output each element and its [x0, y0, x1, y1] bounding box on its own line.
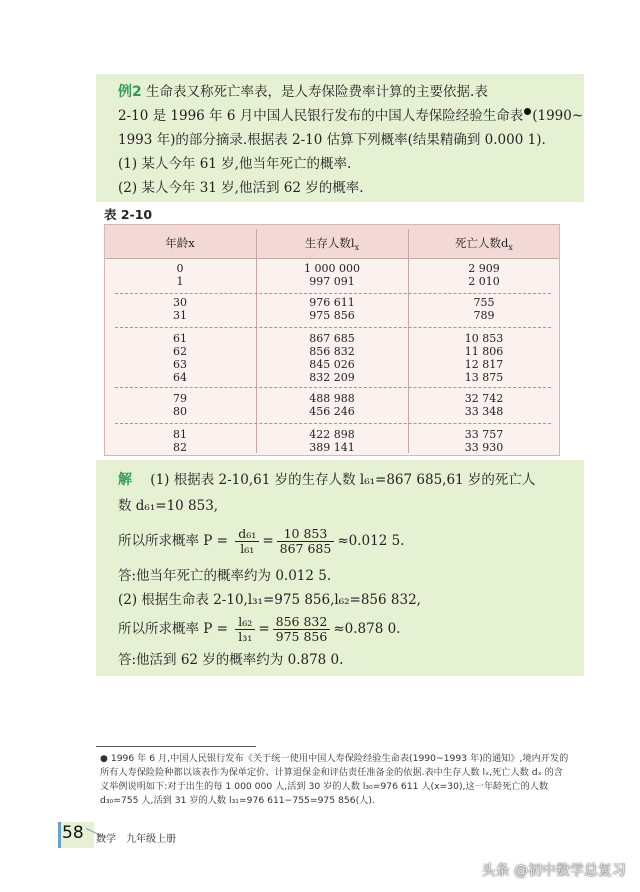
- table-cell-age: 80: [173, 405, 187, 418]
- footnote-rule: [96, 746, 256, 747]
- table-cell-deaths: 2 909: [468, 262, 500, 275]
- table-cell-survivors: 976 611: [309, 296, 355, 309]
- group-divider: [115, 387, 551, 388]
- example-label: 例2: [118, 84, 142, 100]
- table-cell-survivors: 845 026: [309, 358, 355, 371]
- table-cell-survivors: 456 246: [309, 405, 355, 418]
- table-row-group: [105, 263, 559, 291]
- table-cell-survivors: 832 209: [309, 371, 355, 384]
- table-row-group: [105, 393, 559, 421]
- group-divider: [115, 423, 551, 424]
- table-cell-deaths: 755: [473, 296, 495, 309]
- fraction-denominator: 867 685: [279, 541, 332, 556]
- formula-result: ≈0.012 5.: [337, 533, 405, 549]
- running-title: 数学 九年级上册: [96, 834, 176, 845]
- table-cell-survivors: 488 988: [309, 392, 355, 405]
- table-cell-deaths: 13 875: [464, 371, 504, 384]
- watermark: 头条 @初中数学总复习: [481, 863, 626, 879]
- example-text-1: 生命表又称死亡率表，是人寿保险费率计算的主要依据.表: [146, 84, 488, 100]
- fraction-numerator: 856 832: [273, 615, 331, 630]
- group-divider: [115, 293, 551, 294]
- footnote: [100, 752, 570, 808]
- footnote-mark: ●: [100, 754, 108, 764]
- footnote-text: 1996 年 6 月,中国人民银行发布《关于统一使用中国人寿保险经验生命表(1990~1993 年)的通知》,境内开发的所有人寿保险险种都以该表作为保单定价、计算退保金和评估责任准备金的依据.表中生存人数 lₓ,死亡人数 dₓ 的含义举例说明如下:对于出生的每 1 000 000 人,活到 30 岁的人数 l₃₀=976 611 人(x=30),这一年龄死亡的人数 d₃₀=755 人,活到 31 岁的人数 l₃₁=976 611−755=975 856(人).: [100, 753, 569, 806]
- table-row-group: [105, 333, 559, 387]
- example-text-2b: (1990~: [532, 108, 584, 124]
- page-number: 58: [62, 823, 84, 843]
- fraction: [277, 527, 335, 556]
- question-1: [118, 154, 351, 174]
- table-cell-deaths: 33 757: [464, 428, 504, 441]
- solution-formula-1: [118, 524, 404, 558]
- table-cell-survivors: 389 141: [309, 441, 355, 454]
- fraction-denominator: l₃₁: [238, 629, 253, 644]
- table-cell-survivors: 422 898: [309, 428, 355, 441]
- example-text-2: 2-10 是 1996 年 6 月中国人民银行发布的中国人寿保险经验生命表: [118, 108, 524, 124]
- example-text-3: 1993 年)的部分摘录.根据表 2-10 估算下列概率(结果精确到 0.000 1).: [118, 132, 546, 148]
- table-cell-survivors: 975 856: [309, 309, 355, 322]
- table-label: 表 2-10: [104, 207, 153, 222]
- fraction-denominator: l₆₁: [240, 541, 255, 556]
- fraction-numerator: l₆₂: [235, 615, 255, 630]
- table-cell-survivors: 1 000 000: [304, 262, 360, 275]
- table-cell-age: 64: [173, 371, 187, 384]
- table-cell-deaths: 33 930: [464, 441, 504, 454]
- example-line-2: [118, 106, 583, 126]
- equals-sign: =: [262, 533, 274, 549]
- footnote-mark-icon: [524, 108, 531, 115]
- table-row-group: [105, 429, 559, 457]
- table-cell-age: 62: [173, 345, 187, 358]
- formula-prefix: 所以所求概率 P =: [118, 621, 228, 637]
- solution-answer-1: [118, 566, 331, 586]
- fraction: [273, 615, 331, 644]
- fraction: [235, 527, 259, 556]
- solution-label: 解: [118, 472, 132, 488]
- table-cell-age: 82: [173, 441, 187, 454]
- table-cell-deaths: 11 806: [464, 345, 504, 358]
- table-cell-age: 79: [173, 392, 187, 405]
- table-cell-survivors: 997 091: [309, 275, 355, 288]
- equals-sign: =: [258, 621, 270, 637]
- question-2: [118, 178, 364, 198]
- header-age: 年龄x: [165, 236, 195, 250]
- solution-line-1: [118, 470, 535, 490]
- solution-p2-text: (2) 根据生命表 2-10,l₃₁=975 856,l₆₂=856 832,: [118, 592, 421, 608]
- solution-line-2: [118, 496, 218, 516]
- table-cell-age: 31: [173, 309, 187, 322]
- example-line-3: [118, 130, 546, 150]
- table-cell-age: 30: [173, 296, 187, 309]
- table-cell-survivors: 856 832: [309, 345, 355, 358]
- solution-p2-line: [118, 590, 421, 610]
- header-deaths: 死亡人数$d_x$: [455, 236, 513, 252]
- table-cell-deaths: 789: [473, 309, 495, 322]
- table-cell-age: 1: [176, 275, 184, 288]
- solution-p1-text-2: 数 d₆₁=10 853,: [118, 498, 219, 514]
- table-cell-age: 81: [173, 428, 187, 441]
- table-row-group: [105, 297, 559, 325]
- table-cell-age: 63: [173, 358, 187, 371]
- question-1-text: (1) 某人今年 61 岁,他当年死亡的概率.: [118, 156, 352, 172]
- answer-2-text: 答:他活到 62 岁的概率约为 0.878 0.: [118, 652, 344, 668]
- table-cell-age: 61: [173, 332, 187, 345]
- table-cell-survivors: 867 685: [309, 332, 355, 345]
- table-cell-age: 0: [176, 262, 184, 275]
- answer-1-text: 答:他当年死亡的概率约为 0.012 5.: [118, 568, 332, 584]
- header-survivors: 生存人数$l_x$: [304, 236, 360, 252]
- fraction-numerator: 10 853: [277, 527, 335, 542]
- life-table: [104, 224, 560, 456]
- table-header-row: [105, 225, 559, 259]
- table-cell-deaths: 12 817: [464, 358, 504, 371]
- fraction-denominator: 975 856: [275, 629, 328, 644]
- group-divider: [115, 327, 551, 328]
- solution-formula-2: [118, 612, 400, 646]
- example-line-1: [118, 82, 488, 102]
- table-cell-deaths: 33 348: [464, 405, 504, 418]
- solution-answer-2: [118, 650, 343, 670]
- solution-p1-text: (1) 根据表 2-10,61 岁的生存人数 l₆₁=867 685,61 岁的死亡人: [150, 472, 536, 488]
- formula-prefix: 所以所求概率 P =: [118, 533, 228, 549]
- formula-result: ≈0.878 0.: [333, 621, 401, 637]
- fraction: [235, 615, 255, 644]
- table-cell-deaths: 32 742: [464, 392, 504, 405]
- table-cell-deaths: 2 010: [468, 275, 500, 288]
- question-2-text: (2) 某人今年 31 岁,他活到 62 岁的概率.: [118, 180, 364, 196]
- fraction-numerator: d₆₁: [235, 527, 259, 542]
- table-cell-deaths: 10 853: [464, 332, 504, 345]
